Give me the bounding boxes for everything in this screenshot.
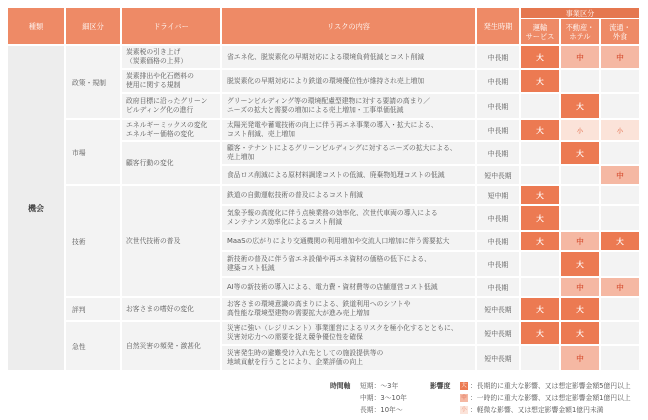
impact-cell: 大 [521, 232, 559, 250]
impact-cell [601, 70, 639, 92]
legend-time-long: 長期：10年〜 [360, 406, 403, 414]
period-cell: 中長期 [477, 142, 519, 164]
risk-row: 気象予報の高度化に伴う点検業務の効率化、次世代車両の導入による メンテナンス効率化によるコスト削減 [222, 206, 475, 230]
legend-impact-big: 大 ：長期的に重大な影響、又は想定影響金額5億円以上 [461, 382, 631, 390]
impact-cell: 大 [561, 322, 599, 344]
risk-row: 省エネ化、脱炭素化の早期対応による環境負荷低減とコスト削減 [222, 46, 475, 68]
risk-row: AI等の新技術の導入による、電力費・資材費等の店舗運営コスト低減 [222, 278, 475, 296]
risk-row: 食品ロス削減による原材料調達コストの低減、廃棄物処理コストの低減 [222, 166, 475, 184]
impact-cell [601, 252, 639, 276]
impact-cell: 大 [521, 298, 559, 320]
driver-natural-disaster: 自然災害の頻発・激甚化 [122, 322, 220, 370]
impact-cell [561, 166, 599, 184]
risk-row: 鉄道の自動運転技術の普及によるコスト削減 [222, 186, 475, 204]
period-cell: 短中期 [477, 186, 519, 204]
risk-row: 脱炭素化の早期対応により鉄道の環境優位性が維持され売上増加 [222, 70, 475, 92]
risk-row: お客さまの環境意識の高まりによる、鉄道利用へのシフトや 高性能な環境型建物の需要拡大が進み売上増加 [222, 298, 475, 320]
sub-policy: 政策・規制 [66, 46, 120, 118]
risk-row: 顧客・テナントによるグリーンビルディングに対するニーズの拡大による、 売上増加 [222, 142, 475, 164]
header-segment-group: 事業区分 [521, 8, 639, 18]
header-seg-transport: 運輸 サービス [521, 19, 559, 44]
impact-cell: 小 [601, 120, 639, 140]
period-cell: 中長期 [477, 278, 519, 296]
period-cell: 中長期 [477, 232, 519, 250]
impact-cell: 大 [521, 186, 559, 204]
risk-row: MaaSの広がりにより交通機関の利用増加や交流人口増加に伴う需要拡大 [222, 232, 475, 250]
impact-cell: 大 [521, 46, 559, 68]
impact-cell: 中 [601, 278, 639, 296]
header-driver: ドライバー [122, 8, 220, 44]
impact-cell [601, 322, 639, 344]
impact-cell: 中 [561, 346, 599, 370]
impact-cell: 大 [561, 252, 599, 276]
legend-time-mid: 中期：3〜10年 [360, 394, 407, 402]
impact-cell: 大 [601, 232, 639, 250]
risk-row: 太陽光発電や蓄電技術の向上に伴う再エネ事業の導入・拡大による、 コスト削減、売上増加 [222, 120, 475, 140]
impact-cell [521, 94, 559, 118]
category-opportunity: 機会 [8, 46, 64, 370]
impact-cell [561, 70, 599, 92]
header-risk: リスクの内容 [222, 8, 475, 44]
sub-acute: 急性 [66, 322, 120, 370]
risk-row: 新技術の普及に伴う省エネ設備や再エネ資材の価格の低下による、 建築コスト低減 [222, 252, 475, 276]
impact-cell: 大 [521, 322, 559, 344]
impact-cell [601, 94, 639, 118]
period-cell: 短中長期 [477, 298, 519, 320]
risk-row: 災害に強い（レジリエント）事業運営によるリスクを極小化するとともに、 災害対応力への需要を捉え競争優位性を確保 [222, 322, 475, 344]
legend-small-swatch: 小 [461, 407, 467, 413]
legend-impact-mid: 中 ：一時的に重大な影響、又は想定影響金額1億円以上 [461, 394, 631, 402]
impact-cell: 大 [561, 142, 599, 164]
legend-impact-small: 小 ：軽微な影響、又は想定影響金額1億円未満 [461, 406, 604, 414]
driver-energy-mix: エネルギーミックスの変化 エネルギー価格の変化 [122, 120, 220, 140]
impact-cell [521, 278, 559, 296]
period-cell: 中長期 [477, 94, 519, 118]
impact-cell [521, 252, 559, 276]
driver-emission-rules: 炭素排出や化石燃料の 使用に関する規制 [122, 70, 220, 92]
period-cell: 中長期 [477, 252, 519, 276]
period-cell: 中長期 [477, 46, 519, 68]
impact-cell: 大 [521, 206, 559, 230]
impact-cell: 中 [561, 232, 599, 250]
legend-time-short: 短期：〜3年 [360, 382, 399, 390]
impact-cell: 大 [561, 94, 599, 118]
sub-reputation: 評判 [66, 298, 120, 320]
period-cell: 中長期 [477, 120, 519, 140]
impact-cell [601, 346, 639, 370]
impact-cell [561, 186, 599, 204]
impact-cell [521, 346, 559, 370]
impact-cell: 大 [521, 120, 559, 140]
impact-cell: 中 [601, 166, 639, 184]
impact-cell [521, 166, 559, 184]
impact-cell: 中 [561, 46, 599, 68]
impact-cell [561, 206, 599, 230]
sub-technology: 技術 [66, 186, 120, 296]
impact-cell [601, 142, 639, 164]
impact-cell: 中 [561, 278, 599, 296]
header-category: 種類 [8, 8, 64, 44]
impact-cell: 大 [521, 70, 559, 92]
legend-time-title: 時間軸 [330, 382, 351, 390]
impact-cell: 小 [561, 120, 599, 140]
driver-customer-preference: お客さまの嗜好の変化 [122, 298, 220, 320]
legend-big-swatch: 大 [461, 383, 467, 389]
driver-green-building: 政府目標に沿ったグリーン ビルディング化の進行 [122, 94, 220, 118]
legend-mid-swatch: 中 [461, 395, 467, 401]
impact-cell [601, 186, 639, 204]
driver-customer-behavior: 顧客行動の変化 [122, 142, 220, 184]
impact-cell [601, 298, 639, 320]
legend-impact-title: 影響度 [430, 382, 451, 390]
sub-market: 市場 [66, 120, 120, 184]
period-cell: 中長期 [477, 70, 519, 92]
driver-carbon-tax: 炭素税の引き上げ （炭素価格の上昇） [122, 46, 220, 68]
header-subcategory: 細区分 [66, 8, 120, 44]
risk-row: グリーンビルディング等の環境配慮型建物に対する要請の高まり／ ニーズの拡大と需要の増加による売上増加・工事単価低減 [222, 94, 475, 118]
impact-cell [601, 206, 639, 230]
period-cell: 中長期 [477, 206, 519, 230]
header-period: 発生時期 [477, 8, 519, 44]
period-cell: 短中長期 [477, 346, 519, 370]
driver-next-gen-tech: 次世代技術の普及 [122, 186, 220, 296]
period-cell: 短中長期 [477, 166, 519, 184]
header-seg-realestate: 不動産・ ホテル [561, 19, 599, 44]
risk-row: 災害発生時の避難受け入れ先としての施設提供等の 地域貢献を行うことにより、企業評価の向上 [222, 346, 475, 370]
period-cell: 短中長期 [477, 322, 519, 344]
impact-cell [521, 142, 559, 164]
header-seg-retail: 流通・ 外食 [601, 19, 639, 44]
impact-cell: 大 [561, 298, 599, 320]
impact-cell: 中 [601, 46, 639, 68]
